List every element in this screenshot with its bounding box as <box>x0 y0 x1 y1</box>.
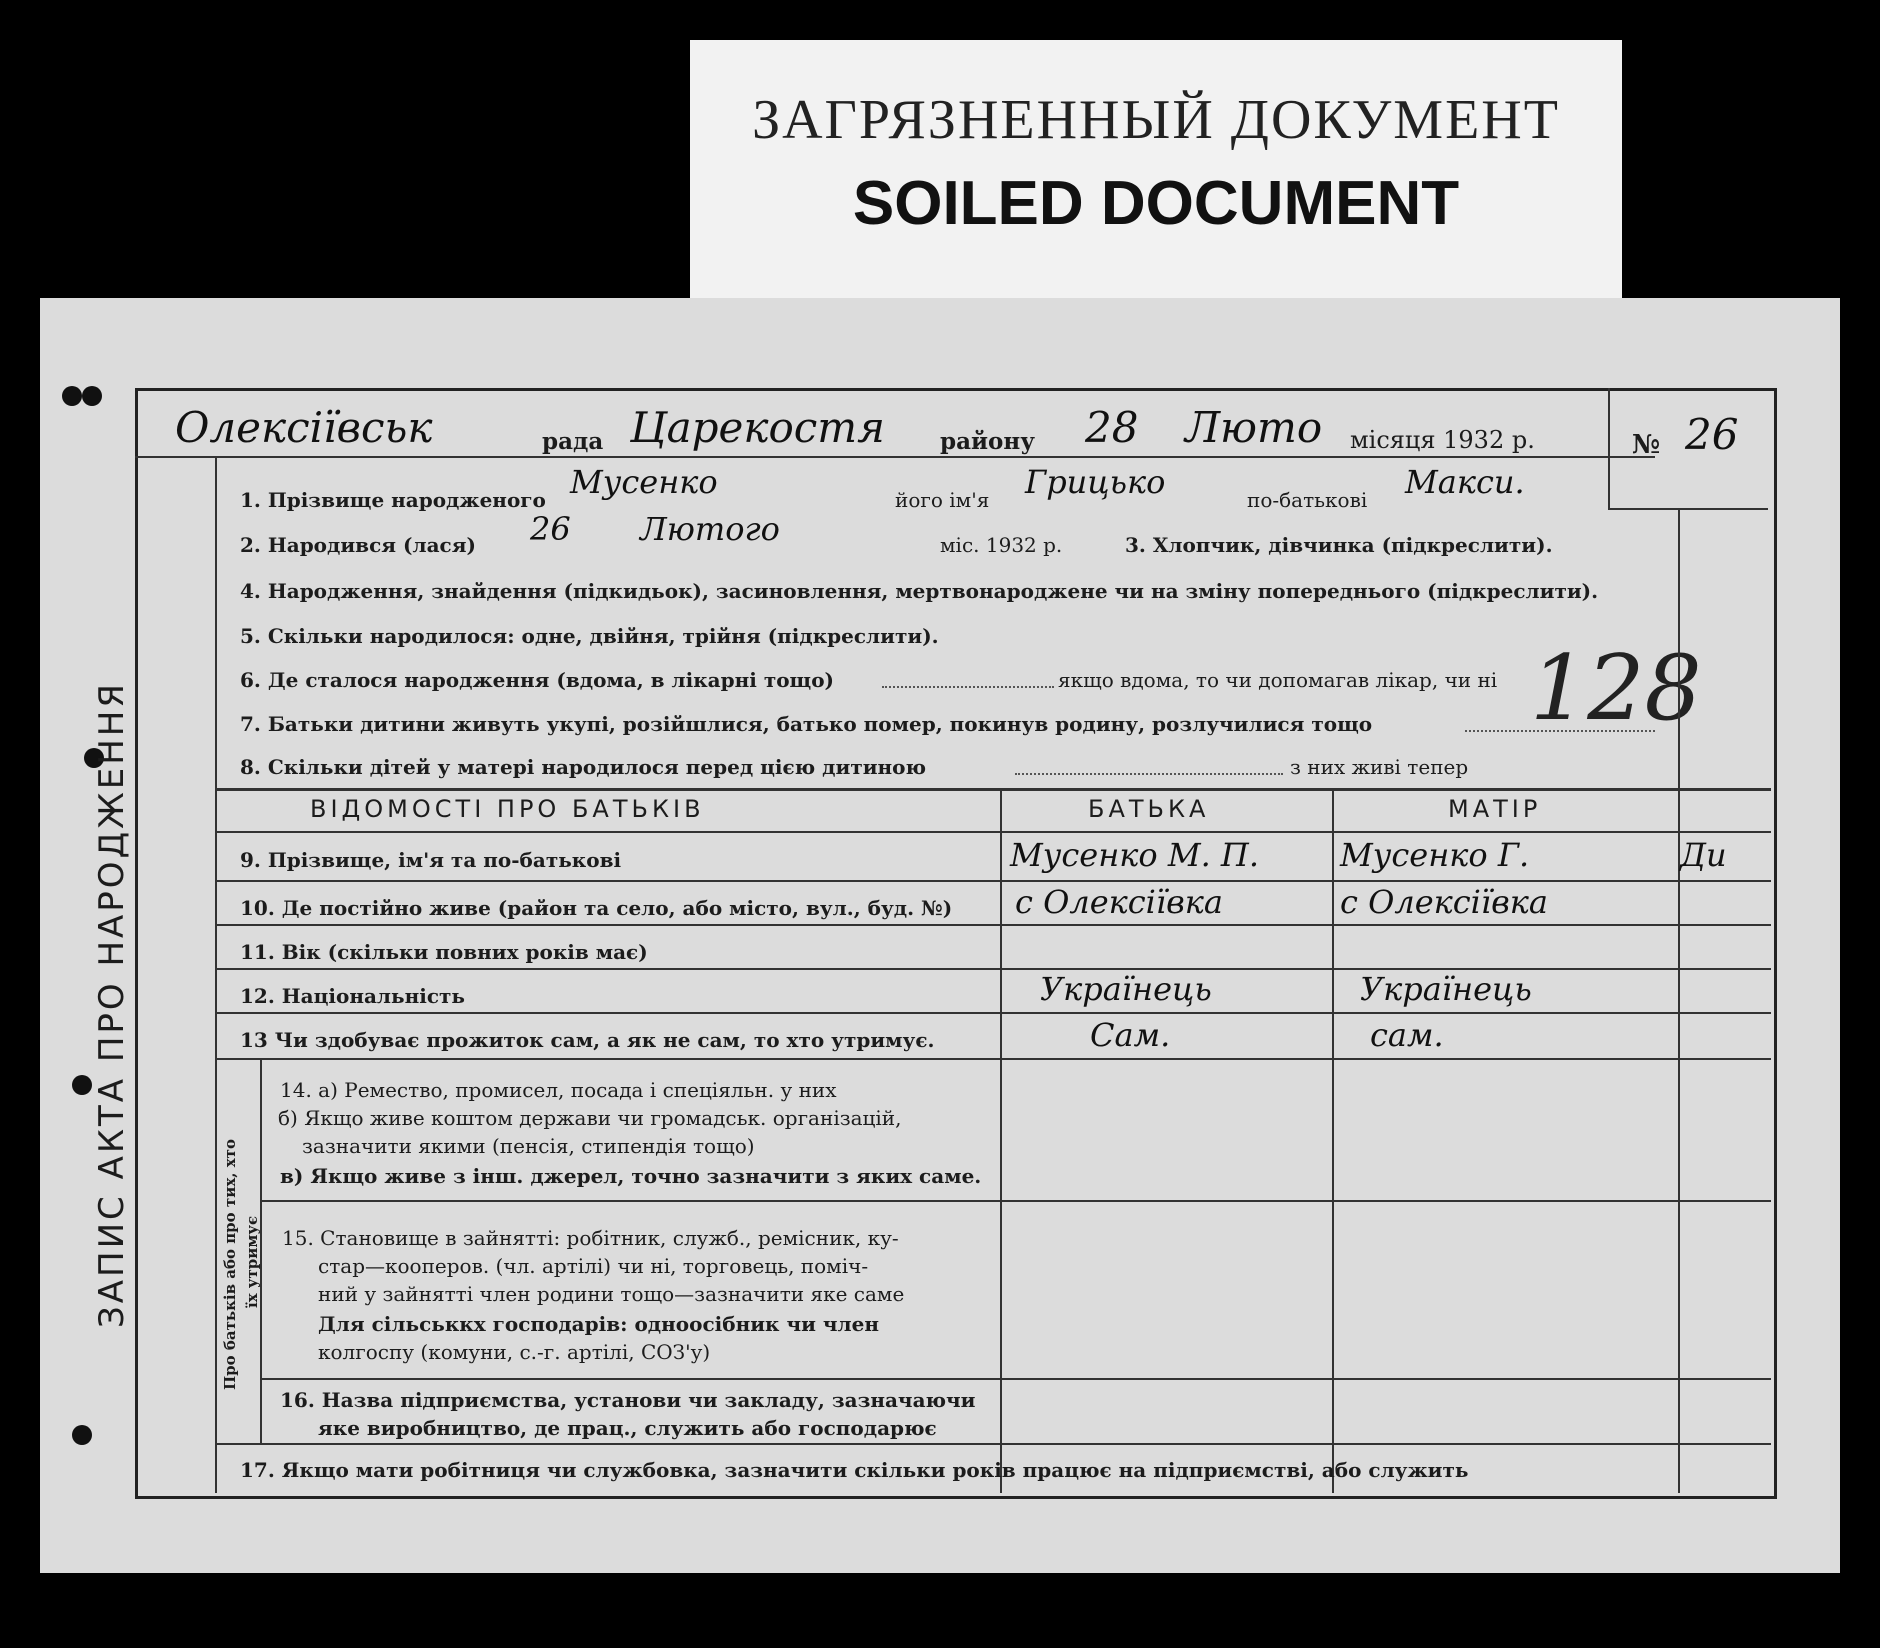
mother-nationality-handwritten: Українець <box>1360 970 1532 1008</box>
soiled-document-label <box>690 40 1622 310</box>
surname-handwritten: Мусенко <box>570 463 718 501</box>
row-16-line-2: яке виробництво, де прац., служить або господарює <box>318 1416 937 1440</box>
side-title: ЗАПИС АКТА ПРО НАРОДЖЕННЯ <box>92 681 132 1328</box>
row-6-label-2: якщо вдома, то чи допомагав лікар, чи ні <box>1058 668 1498 692</box>
mother-column-header: МАТІР <box>1448 795 1542 823</box>
inner-left-rule <box>215 456 217 1493</box>
row-15-line-2: стар—кооперов. (чл. артілі) чи ні, торговець, поміч- <box>318 1254 869 1278</box>
row-10-rule <box>215 924 1771 926</box>
punch-hole <box>72 1075 92 1095</box>
row-14b-label: б) Якщо живе коштом держави чи громадськ. організацій, <box>278 1106 902 1130</box>
row-4-label: 4. Народження, знайдення (підкидьок), засиновлення, мертвонароджене чи на зміну попереднього (підкреслити). <box>240 579 1599 603</box>
birth-day-handwritten: 26 <box>530 510 571 548</box>
punch-hole <box>62 386 82 406</box>
number-box-left <box>1608 388 1610 508</box>
row-10-label: 10. Де постійно живе (район та село, або місто, вул., буд. №) <box>240 896 953 920</box>
row-14b-label-2: зазначити якими (пенсія, стипендія тощо) <box>302 1134 755 1158</box>
row-3-label: 3. Хлопчик, дівчинка (підкреслити). <box>1125 533 1553 557</box>
birth-month-handwritten: Лютого <box>640 510 780 548</box>
punch-hole <box>72 1425 92 1445</box>
name-handwritten: Грицько <box>1025 463 1166 501</box>
row-2-label: 2. Народився (лася) <box>240 533 476 557</box>
punch-hole <box>82 386 102 406</box>
row-11-label: 11. Вік (скільки повних років має) <box>240 940 648 964</box>
row-16-rule <box>215 1443 1771 1445</box>
row-14-rule <box>260 1200 1771 1202</box>
mother-column-rule <box>1332 788 1334 1493</box>
margin-note-handwritten: Ди <box>1680 836 1727 874</box>
row-14a-label: 14. а) Ремество, промисел, посада і спеціяльн. у них <box>280 1078 837 1102</box>
row-8-label: 8. Скільки дітей у матері народилося перед цією дитиною <box>240 755 927 779</box>
father-address-handwritten: с Олексіївка <box>1015 883 1223 921</box>
label-russian-text: ЗАГРЯЗНЕННЫЙ ДОКУМЕНТ <box>752 89 1560 151</box>
row-13-rule <box>215 1058 1771 1060</box>
row-8-fill-line <box>1015 773 1283 775</box>
row-16-line-1: 16. Назва підприємства, установи чи закладу, зазначаючи <box>280 1388 976 1412</box>
right-margin-rule <box>1678 508 1680 1493</box>
record-number-handwritten: 26 <box>1685 410 1739 459</box>
mother-address-handwritten: с Олексіївка <box>1340 883 1548 921</box>
patronymic-handwritten: Макси. <box>1405 463 1525 501</box>
row-5-label: 5. Скільки народилося: одне, двійня, трійня (підкреслити). <box>240 624 939 648</box>
mother-support-handwritten: сам. <box>1370 1016 1444 1054</box>
row-6-fill-line <box>882 686 1054 688</box>
district-label: району <box>940 428 1035 455</box>
father-nationality-handwritten: Українець <box>1040 970 1212 1008</box>
birth-month-label: міс. 1932 р. <box>940 533 1063 557</box>
row-15-rule <box>260 1378 1771 1380</box>
parents-section-title: ВІДОМОСТІ ПРО БАТЬКІВ <box>310 795 705 823</box>
father-support-handwritten: Сам. <box>1090 1016 1171 1054</box>
number-box-bottom <box>1608 508 1768 510</box>
row-12-label: 12. Національність <box>240 984 465 1008</box>
row-9-label: 9. Прізвище, ім'я та по-батькові <box>240 848 622 872</box>
row-1-label: 1. Прізвище народженого <box>240 488 546 512</box>
row-15-line-3: ний у зайнятті член родини тощо—зазначити яке саме <box>318 1282 905 1306</box>
row-7-label: 7. Батьки дитини живуть укупі, розійшлися, батько помер, покинув родину, розлучилися тощо <box>240 712 1373 736</box>
row-15-line-1: 15. Становище в зайнятті: робітник, служб., ремісник, ку- <box>282 1226 899 1250</box>
row-8-label-2: з них живі тепер <box>1290 755 1469 779</box>
father-column-header: БАТЬКА <box>1088 795 1210 823</box>
row-6-label: 6. Де сталося народження (вдома, в лікарні тощо) <box>240 668 834 692</box>
birth-record-form <box>40 298 1840 1573</box>
father-name-handwritten: Мусенко М. П. <box>1010 836 1259 874</box>
row-9-rule <box>215 880 1771 882</box>
month-year-label: місяця 1932 р. <box>1350 426 1535 454</box>
side-subtitle-2: їх утримує <box>243 1215 261 1308</box>
row-14c-label: в) Якщо живе з інш. джерел, точно зазначити з яких саме. <box>280 1164 982 1188</box>
patronymic-label: по-батькові <box>1247 488 1368 512</box>
month-handwritten: Люто <box>1185 403 1323 452</box>
district-handwritten: Царекостя <box>630 403 885 452</box>
parents-table-top <box>215 788 1771 791</box>
number-label: № <box>1632 430 1661 460</box>
row-17-label: 17. Якщо мати робітниця чи службовка, зазначити скільки років працює на підприємстві, або служить <box>240 1458 1469 1482</box>
header-bottom-rule <box>135 456 1655 458</box>
row-15-line-5: колгоспу (комуни, с.-г. артілі, СОЗ'у) <box>318 1340 711 1364</box>
parents-header-rule <box>215 831 1771 833</box>
row-11-rule <box>215 968 1771 970</box>
side-subtitle-1: Про батьків або про тих, хто <box>221 1139 239 1390</box>
father-column-rule <box>1000 788 1002 1493</box>
mother-name-handwritten: Мусенко Г. <box>1340 836 1530 874</box>
row-12-rule <box>215 1012 1771 1014</box>
row-13-label: 13 Чи здобуває прожиток сам, а як не сам, то хто утримує. <box>240 1028 935 1052</box>
subsection-rule <box>260 1058 262 1443</box>
label-english-text: SOILED DOCUMENT <box>852 169 1460 238</box>
name-label: його ім'я <box>895 488 990 512</box>
row-15-line-4: Для сільськкх господарів: одноосібник чи член <box>318 1312 879 1336</box>
council-label: рада <box>542 428 604 455</box>
council-handwritten: Олексіївськ <box>175 403 433 452</box>
day-handwritten: 28 <box>1085 403 1139 452</box>
margin-number-handwritten: 128 <box>1530 636 1702 741</box>
